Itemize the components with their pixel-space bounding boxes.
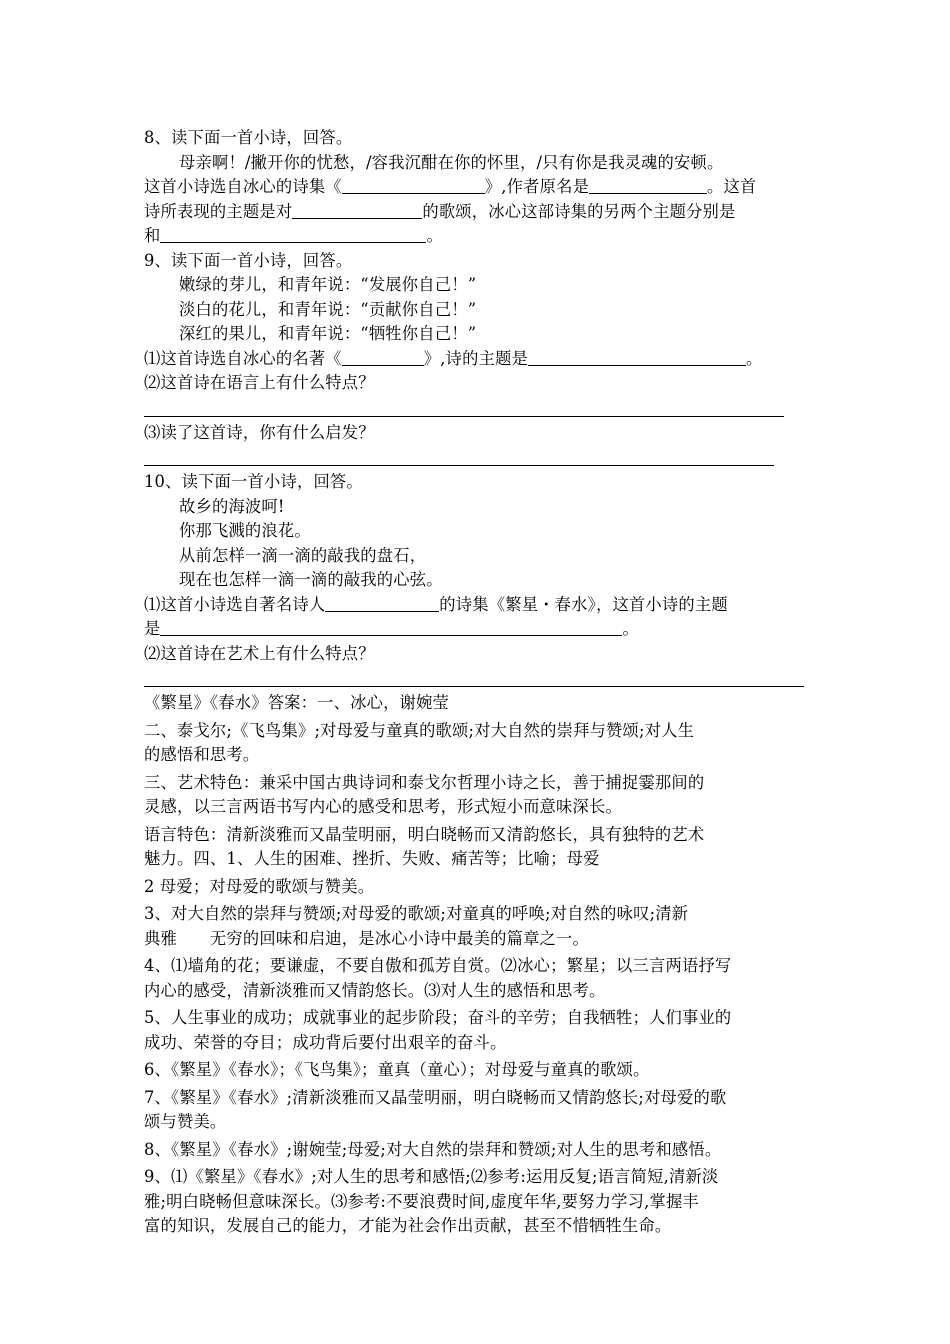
answer-line: 典雅 无穷的回味和启迪，是冰心小诗中最美的篇章之一。 <box>144 928 589 948</box>
q8-line-2: 诗所表现的主题是对 的歌颂，冰心这部诗集的另两个主题分别是 <box>144 201 736 221</box>
q8-poem: 母亲啊！/撇开你的忧愁，/容我沉酣在你的怀里，/只有你是我灵魂的安顿。 <box>179 152 724 172</box>
q8-line-3: 和 。 <box>144 226 443 245</box>
answer-section <box>144 1006 820 1055</box>
q9-poem-line: 淡白的花儿，和青年说：“贡献你自己！” <box>179 299 477 319</box>
answer-section <box>144 719 820 768</box>
answer-line: 6、《繁星》《春水》；《飞鸟集》；童真（童心）；对母爱与童真的歌颂。 <box>144 1060 650 1079</box>
answer-section <box>144 954 820 1003</box>
q10-blank-poet[interactable] <box>325 594 439 612</box>
answer-section <box>144 875 820 900</box>
q9-answer-line-3[interactable] <box>144 445 774 466</box>
answer-section <box>144 1058 820 1083</box>
worksheet-page <box>144 126 820 1239</box>
answer-line: 《繁星》《春水》答案：一、冰心，谢婉莹 <box>144 693 450 712</box>
q9-blank-book[interactable] <box>342 348 424 366</box>
q10-title: 10、读下面一首小诗，回答。 <box>144 472 363 491</box>
answer-line: 语言特色：清新淡雅而又晶莹明丽，明白晓畅而又清韵悠长，具有独特的艺术 <box>144 824 705 844</box>
q9-sub-1: ⑴这首诗选自冰心的名著《 》,诗的主题是 。 <box>144 348 763 368</box>
q10-sub-1: ⑴这首小诗选自著名诗人 的诗集《繁星・春水》，这首小诗的主题 <box>144 594 728 614</box>
q10-poem-line: 你那飞溅的浪花。 <box>179 521 311 540</box>
q10-sub-1-cont: 是 。 <box>144 619 639 638</box>
q8-blank-theme[interactable] <box>292 201 422 219</box>
q10-poem-line: 现在也怎样一滴一滴的敲我的心弦。 <box>179 570 443 589</box>
answer-section <box>144 691 820 716</box>
answer-section <box>144 1138 820 1163</box>
q10-sub-2: ⑵这首诗在艺术上有什么特点？ <box>144 643 375 663</box>
answer-line: 颂与赞美。 <box>144 1112 227 1131</box>
answer-line: 成功、荣誉的夺目；成功背后要付出艰辛的奋斗。 <box>144 1032 507 1052</box>
answer-key <box>144 691 820 1239</box>
answer-section <box>144 1086 820 1135</box>
q9-poem-line: 深红的果儿，和青年说：“牺牲你自己！” <box>179 324 477 343</box>
q8-blank-other-themes[interactable] <box>160 225 426 243</box>
answer-line: 5、人生事业的成功；成就事业的起步阶段；奋斗的辛劳；自我牺牲；人们事业的 <box>144 1008 732 1027</box>
answer-line: 3、对大自然的崇拜与赞颂;对母爱的歌颂;对童真的呼唤;对自然的咏叹;清新 <box>144 904 689 923</box>
answer-line: 二、泰戈尔;《飞鸟集》;对母爱与童真的歌颂;对大自然的崇拜与赞颂;对人生 <box>144 720 695 740</box>
q8-blank-original-name[interactable] <box>589 176 707 194</box>
q8-line-1: 这首小诗选自冰心的诗集《 》,作者原名是 。这首 <box>144 177 757 196</box>
answer-line: 8、《繁星》《春水》;谢婉莹;母爱;对大自然的崇拜和赞颂;对人生的思考和感悟。 <box>144 1139 722 1159</box>
q9-sub-3: ⑶读了这首诗，你有什么启发？ <box>144 422 375 442</box>
q9-sub-2: ⑵这首诗在语言上有什么特点？ <box>144 373 375 392</box>
answer-line: 雅;明白晓畅但意味深长。⑶参考:不要浪费时间,虚度年华,要努力学习,掌握丰 <box>144 1191 699 1211</box>
answer-section <box>144 771 820 820</box>
answer-section <box>144 902 820 951</box>
answer-section <box>144 1165 820 1239</box>
answer-line: 4、⑴墙角的花；要谦虚，不要自傲和孤芳自赏。⑵冰心；繁星；以三言两语抒写 <box>144 956 732 975</box>
q10-answer-line-2[interactable] <box>144 666 804 687</box>
answer-line: 9、⑴《繁星》《春水》;对人生的思考和感悟;⑵参考:运用反复;语言简短,清新淡 <box>144 1167 719 1186</box>
answer-line: 三、艺术特色：兼采中国古典诗词和泰戈尔哲理小诗之长，善于捕捉霎那间的 <box>144 772 705 792</box>
answer-line: 的感悟和思考。 <box>144 745 260 764</box>
answer-line: 2 母爱；对母爱的歌颂与赞美。 <box>144 876 375 896</box>
answer-line: 富的知识，发展自己的能力，才能为社会作出贡献，甚至不惜牺牲生命。 <box>144 1216 672 1235</box>
answer-line: 魅力。四、1、人生的困难、挫折、失败、痛苦等；比喻；母爱 <box>144 849 600 868</box>
answer-section <box>144 823 820 872</box>
answer-line: 内心的感受，清新淡雅而又情韵悠长。⑶对人生的感悟和思考。 <box>144 980 606 1000</box>
q9-poem-line: 嫩绿的芽儿，和青年说：“发展你自己！” <box>179 275 477 294</box>
q8-blank-collection[interactable] <box>342 176 485 194</box>
q9-title: 9、读下面一首小诗，回答。 <box>144 250 353 270</box>
answer-line: 7、《繁星》《春水》;清新淡雅而又晶莹明丽，明白晓畅而又情韵悠长;对母爱的歌 <box>144 1087 727 1107</box>
q10-poem-line: 从前怎样一滴一滴的敲我的盘石， <box>179 545 427 565</box>
q10-blank-theme[interactable] <box>160 618 622 636</box>
q9-answer-line-2[interactable] <box>144 396 784 417</box>
q9-blank-theme[interactable] <box>528 348 746 366</box>
q8-title: 8、读下面一首小诗，回答。 <box>144 128 353 147</box>
answer-line: 灵感，以三言两语书写内心的感受和思考，形式短小而意味深长。 <box>144 797 622 816</box>
q10-poem-line: 故乡的海波呵! <box>179 496 285 516</box>
